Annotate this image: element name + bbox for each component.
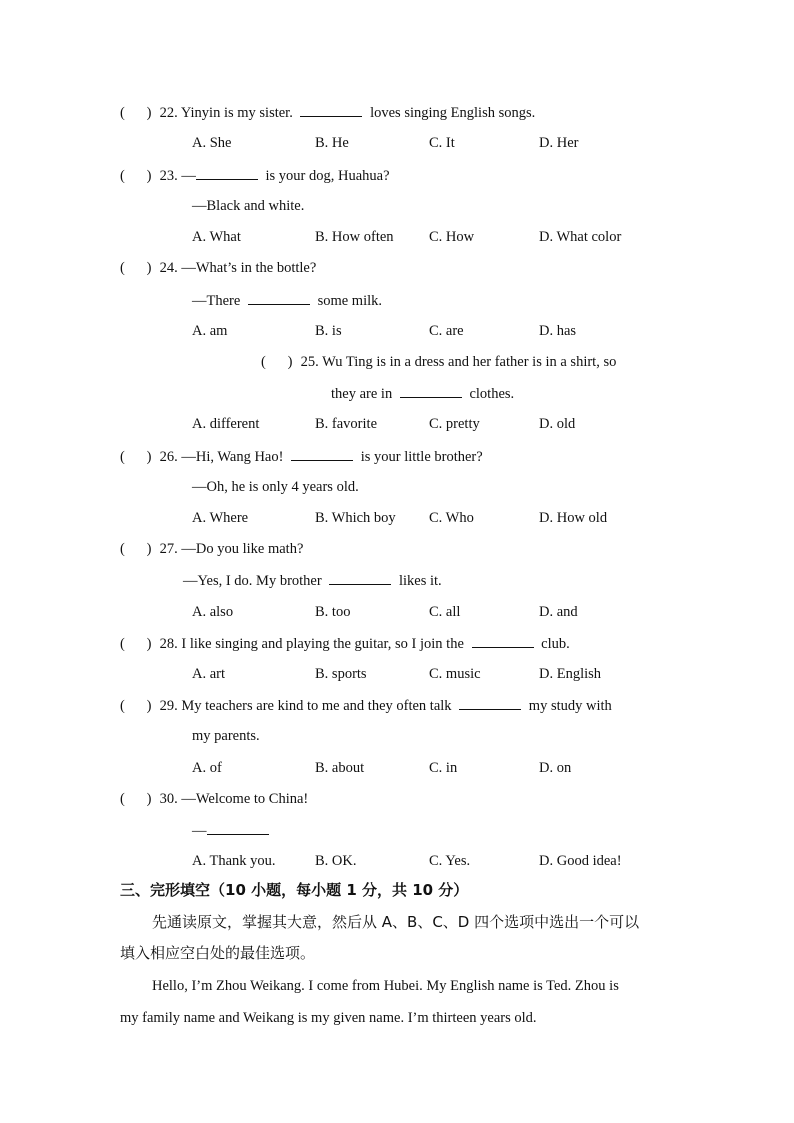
option-a[interactable]: A. am <box>192 323 228 339</box>
question-number: 26 <box>159 449 175 465</box>
option-d[interactable]: D. has <box>539 323 577 339</box>
option-c[interactable]: C. How <box>429 229 475 245</box>
option-a[interactable]: A. Where <box>192 510 249 526</box>
question-text: they are in <box>331 386 393 402</box>
question-text: —What’s in the bottle? <box>181 260 317 276</box>
question-29: ( ) 29. My teachers are kind to me and they often talk my study with <box>120 694 612 716</box>
option-c[interactable]: C. music <box>429 666 481 682</box>
dialogue-answer: —Oh, he is only 4 years old. <box>192 479 359 495</box>
question-27: ( ) 27. —Do you like math? <box>120 538 303 560</box>
answer-blank <box>459 694 521 710</box>
option-a[interactable]: A. of <box>192 760 222 776</box>
question-text: club. <box>541 636 570 652</box>
dialogue-answer: —Black and white. <box>192 198 305 214</box>
option-b[interactable]: B. He <box>315 135 349 151</box>
question-text: my study with <box>528 698 612 714</box>
option-c[interactable]: C. all <box>429 604 461 620</box>
option-b[interactable]: B. How often <box>315 229 394 245</box>
passage-line-1: Hello, I’m Zhou Weikang. I come from Hubei. My English name is Ted. Zhou is <box>152 978 619 994</box>
question-text: is your dog, Huahua? <box>265 168 390 184</box>
section-title: 三、完形填空（10 小题，每小题 1 分，共 10 分） <box>120 881 469 899</box>
answer-blank <box>248 289 310 305</box>
answer-blank <box>472 632 534 648</box>
answer-bracket[interactable]: ( ) <box>120 260 152 276</box>
option-b[interactable]: B. OK. <box>315 853 357 869</box>
option-c[interactable]: C. in <box>429 760 458 776</box>
option-a[interactable]: A. Thank you. <box>192 853 276 869</box>
question-number: 24 <box>159 260 175 276</box>
option-d[interactable]: D. Her <box>539 135 579 151</box>
question-text: Yinyin is my sister. <box>180 105 293 121</box>
option-c[interactable]: C. pretty <box>429 416 480 432</box>
option-d[interactable]: D. How old <box>539 510 608 526</box>
question-text: — <box>181 168 196 184</box>
question-text: clothes. <box>469 386 515 402</box>
question-25-line-2 <box>331 382 514 404</box>
option-d[interactable]: D. and <box>539 604 578 620</box>
question-number: 29 <box>159 698 175 714</box>
question-text: —Do you like math? <box>181 541 304 557</box>
answer-blank <box>329 569 391 585</box>
question-text: — <box>192 823 207 839</box>
option-a[interactable]: A. She <box>192 135 232 151</box>
question-text: loves singing English songs. <box>370 105 536 121</box>
question-number: 22 <box>159 105 175 121</box>
answer-blank <box>400 382 462 398</box>
question-28: ( ) 28. I like singing and playing the guitar, so I join the club. <box>120 632 570 654</box>
answer-bracket[interactable]: ( ) <box>261 354 293 370</box>
question-number: 25 <box>300 354 316 370</box>
question-number: 27 <box>159 541 175 557</box>
question-30-line-2 <box>192 819 273 841</box>
option-c[interactable]: C. Yes. <box>429 853 471 869</box>
question-text: —Welcome to China! <box>181 791 309 807</box>
question-number: 30 <box>159 791 175 807</box>
answer-bracket[interactable]: ( ) <box>120 698 152 714</box>
answer-bracket[interactable]: ( ) <box>120 791 152 807</box>
question-24-line-2 <box>192 289 382 311</box>
answer-bracket[interactable]: ( ) <box>120 105 152 121</box>
question-text: —Hi, Wang Hao! <box>181 449 284 465</box>
option-a[interactable]: A. also <box>192 604 234 620</box>
question-25: ( ) 25. Wu Ting is in a dress and her father is in a shirt, so <box>261 351 616 373</box>
answer-blank <box>207 819 269 835</box>
option-b[interactable]: B. is <box>315 323 342 339</box>
question-24: ( ) 24. —What’s in the bottle? <box>120 257 316 279</box>
question-23: ( ) 23. — is your dog, Huahua? <box>120 164 390 186</box>
option-d[interactable]: D. English <box>539 666 602 682</box>
question-22: ( ) 22. Yinyin is my sister. loves singing English songs. <box>120 101 535 123</box>
option-d[interactable]: D. on <box>539 760 572 776</box>
question-text: some milk. <box>317 293 383 309</box>
option-a[interactable]: A. different <box>192 416 260 432</box>
option-d[interactable]: D. Good idea! <box>539 853 622 869</box>
question-text: —Yes, I do. My brother <box>183 573 322 589</box>
option-a[interactable]: A. What <box>192 229 241 245</box>
answer-blank <box>196 164 258 180</box>
question-text: Wu Ting is in a dress and her father is in a shirt, so <box>322 354 617 370</box>
option-a[interactable]: A. art <box>192 666 226 682</box>
option-c[interactable]: C. It <box>429 135 455 151</box>
question-26: ( ) 26. —Hi, Wang Hao! is your little brother? <box>120 445 483 467</box>
passage-line-2: my family name and Weikang is my given name. I’m thirteen years old. <box>120 1010 537 1026</box>
question-text: My teachers are kind to me and they often talk <box>181 698 452 714</box>
option-b[interactable]: B. sports <box>315 666 367 682</box>
answer-bracket[interactable]: ( ) <box>120 168 152 184</box>
option-c[interactable]: C. are <box>429 323 464 339</box>
option-b[interactable]: B. too <box>315 604 351 620</box>
option-d[interactable]: D. old <box>539 416 576 432</box>
instructions-line-1: 先通读原文，掌握其大意，然后从 A、B、C、D 四个选项中选出一个可以 <box>152 913 640 931</box>
question-number: 28 <box>159 636 175 652</box>
answer-blank <box>291 445 353 461</box>
question-27-line-2 <box>183 569 442 591</box>
answer-bracket[interactable]: ( ) <box>120 449 152 465</box>
question-text: —There <box>192 293 241 309</box>
option-c[interactable]: C. Who <box>429 510 474 526</box>
question-number: 23 <box>159 168 175 184</box>
option-d[interactable]: D. What color <box>539 229 622 245</box>
question-text: I like singing and playing the guitar, so I join the <box>181 636 464 652</box>
option-b[interactable]: B. Which boy <box>315 510 396 526</box>
answer-bracket[interactable]: ( ) <box>120 636 152 652</box>
option-b[interactable]: B. favorite <box>315 416 378 432</box>
question-29-line-2: my parents. <box>192 728 260 744</box>
question-text: is your little brother? <box>360 449 483 465</box>
question-30: ( ) 30. —Welcome to China! <box>120 788 308 810</box>
question-text: likes it. <box>398 573 442 589</box>
answer-blank <box>300 101 362 117</box>
instructions-line-2: 填入相应空白处的最佳选项。 <box>120 944 316 962</box>
answer-bracket[interactable]: ( ) <box>120 541 152 557</box>
option-b[interactable]: B. about <box>315 760 365 776</box>
